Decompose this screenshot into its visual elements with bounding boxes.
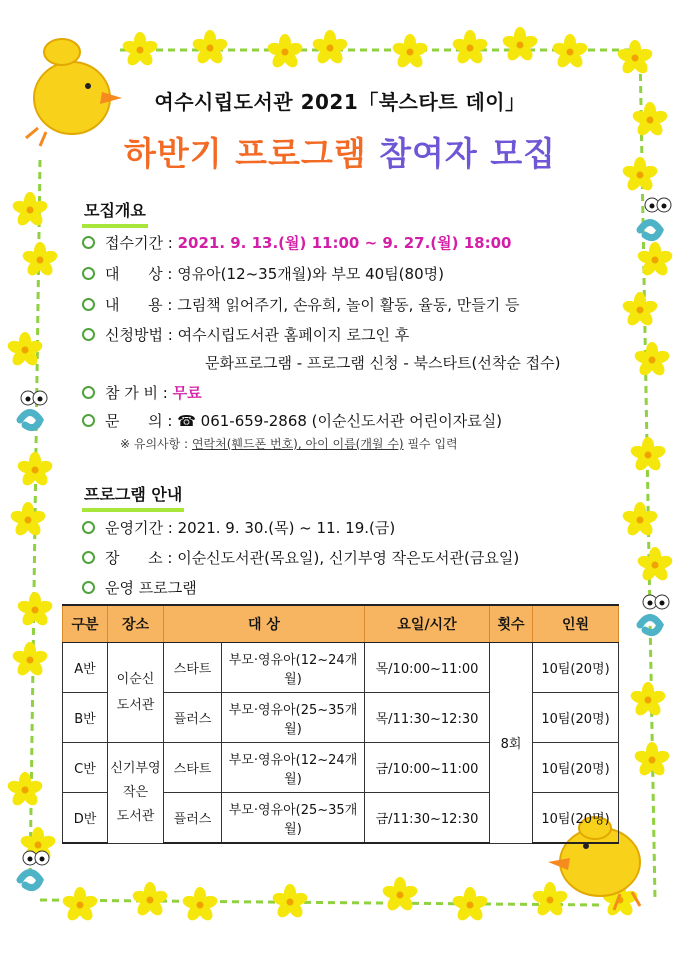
cell-level: 스타트 bbox=[164, 743, 222, 793]
value: ☎ 061-659-2868 (이순신도서관 어린이자료실) bbox=[177, 412, 503, 430]
cell-target: 부모·영유아(25~35개월) bbox=[222, 693, 365, 743]
section-program-title: 프로그램 안내 bbox=[82, 482, 184, 512]
cell-level: 스타트 bbox=[164, 643, 222, 693]
venue-line: 도서관 bbox=[116, 808, 155, 824]
recruit-apply bbox=[82, 324, 409, 345]
note-suffix: 필수 입력 bbox=[407, 437, 458, 451]
note-underlined: 연락처(휀드폰 번호), 아이 이름(개월 수) bbox=[191, 437, 404, 451]
cell-time: 목/10:00~11:00 bbox=[365, 643, 490, 693]
table-header-row bbox=[63, 605, 619, 643]
value: 여수시립도서관 홈페이지 로그인 후 bbox=[177, 326, 410, 344]
cell-group: B반 bbox=[63, 693, 108, 743]
program-table bbox=[62, 604, 619, 844]
cell-target: 부모·영유아(25~35개월) bbox=[222, 793, 365, 844]
cell-target: 부모·영유아(12~24개월) bbox=[222, 643, 365, 693]
cell-group: A반 bbox=[63, 643, 108, 693]
value: 문화프로그램 - 프로그램 신청 - 북스타트(선착순 접수) bbox=[205, 354, 561, 372]
bullet-circle-icon bbox=[82, 267, 95, 280]
page-title bbox=[0, 128, 680, 175]
label: 운영기간 : bbox=[105, 519, 173, 537]
table-row bbox=[63, 743, 619, 793]
cell-venue bbox=[108, 743, 164, 844]
cell-time: 금/10:00~11:00 bbox=[365, 743, 490, 793]
label: 내 용 : bbox=[105, 296, 173, 314]
cell-level: 플러스 bbox=[164, 693, 222, 743]
bullet-circle-icon bbox=[82, 236, 95, 249]
recruit-inquiry bbox=[82, 410, 502, 431]
note-prefix: ※ 유의사항 : bbox=[120, 437, 189, 451]
col-header: 횟수 bbox=[490, 605, 533, 643]
program-period bbox=[82, 517, 395, 538]
value: 무료 bbox=[172, 384, 202, 402]
title-orange: 하반기 프로그램 bbox=[123, 134, 367, 173]
cell-target: 부모·영유아(12~24개월) bbox=[222, 743, 365, 793]
label: 장 소 : bbox=[105, 549, 173, 567]
col-header: 요일/시간 bbox=[365, 605, 490, 643]
cell-people: 10팀(20명) bbox=[533, 793, 619, 844]
program-place bbox=[82, 547, 519, 568]
value: 2021. 9. 13.(월) 11:00 ~ 9. 27.(월) 18:00 bbox=[177, 234, 512, 252]
col-header: 대 상 bbox=[164, 605, 365, 643]
event-title: 여수시립도서관 2021「북스타트 데이」 bbox=[154, 90, 526, 114]
cell-level: 플러스 bbox=[164, 793, 222, 844]
recruit-fee bbox=[82, 382, 202, 403]
label: 신청방법 : bbox=[105, 326, 173, 344]
program-list bbox=[82, 577, 197, 598]
notice bbox=[120, 435, 458, 452]
col-header: 인원 bbox=[533, 605, 619, 643]
venue-line: 도서관 bbox=[116, 697, 155, 713]
recruit-target bbox=[82, 263, 444, 284]
value: 영유아(12~35개월)와 부모 40팀(80명) bbox=[177, 265, 444, 283]
cell-count: 8회 bbox=[490, 643, 533, 844]
recruit-period bbox=[82, 232, 511, 253]
venue-line: 작은 bbox=[122, 784, 149, 800]
value: 이순신도서관(목요일), 신기부영 작은도서관(금요일) bbox=[177, 549, 520, 567]
cell-time: 금/11:30~12:30 bbox=[365, 793, 490, 844]
label: 문 의 : bbox=[105, 412, 173, 430]
bullet-circle-icon bbox=[82, 414, 95, 427]
bullet-circle-icon bbox=[82, 386, 95, 399]
cell-group: C반 bbox=[63, 743, 108, 793]
title-violet: 참여자 모집 bbox=[379, 134, 557, 173]
cell-venue bbox=[108, 643, 164, 743]
cell-people: 10팀(20명) bbox=[533, 743, 619, 793]
label: 참 가 비 : bbox=[105, 384, 168, 402]
label: 접수기간 : bbox=[105, 234, 173, 252]
venue-line: 신기부영 bbox=[110, 760, 161, 776]
bullet-circle-icon bbox=[82, 328, 95, 341]
value: 그림책 읽어주기, 손유희, 놀이 활동, 율동, 만들기 등 bbox=[177, 296, 520, 314]
col-header: 구분 bbox=[63, 605, 108, 643]
recruit-content bbox=[82, 294, 519, 315]
recruit-apply-line2 bbox=[205, 352, 560, 373]
cell-group: D반 bbox=[63, 793, 108, 844]
value: 운영 프로그램 bbox=[105, 579, 197, 597]
col-header: 장소 bbox=[108, 605, 164, 643]
bullet-circle-icon bbox=[82, 551, 95, 564]
bullet-circle-icon bbox=[82, 298, 95, 311]
venue-line: 이순신 bbox=[116, 671, 155, 687]
label: 대 상 : bbox=[105, 265, 173, 283]
bullet-circle-icon bbox=[82, 581, 95, 594]
cell-people: 10팀(20명) bbox=[533, 643, 619, 693]
value: 2021. 9. 30.(목) ~ 11. 19.(금) bbox=[177, 519, 396, 537]
bullet-circle-icon bbox=[82, 521, 95, 534]
cell-people: 10팀(20명) bbox=[533, 693, 619, 743]
section-recruit-title: 모집개요 bbox=[82, 198, 148, 228]
cell-time: 목/11:30~12:30 bbox=[365, 693, 490, 743]
table-row bbox=[63, 643, 619, 693]
